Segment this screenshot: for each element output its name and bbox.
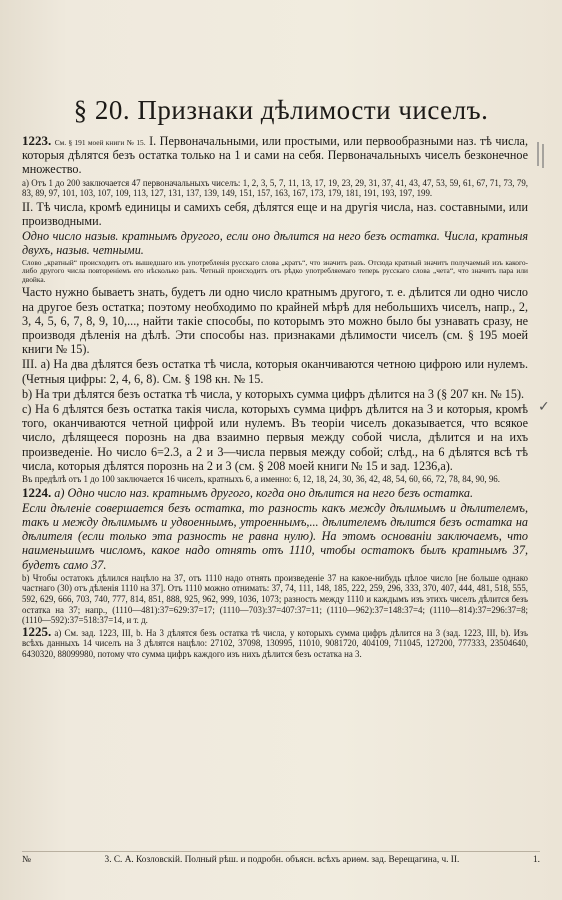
subtraction-list: b) Чтобы остатокъ дѣлился нацѣло на 37, отъ 1110 надо отнять произведеніе 37 на какое-нибудь цѣлое число [не больше однако частнаго (30) отъ дѣленія 1110 на 37]. Отъ 1110 можно отнимать: 37, 74, 111, 148, 185, 222, 259, 296, 333, 370, 407, 444, 481, 518, 555, 592, 629, 666, 703, 740, 777, 814, 851, 888, 925, 962, 999, 1036, 1073; разность между 1110 и каждымъ изъ этихъ чиселъ дѣлится безъ остатка на 37; напр., (1110—481):37=629:37=17; (1110—703):37=407:37=11; (1110—962):37=148:37=4; (1110—814):37=296:37=8; (1110—592):37=518:37=14, и т. д.: [22, 572, 528, 626]
paragraph-1225: [22, 623, 528, 660]
rule-divisible-by-3: b) На три дѣлятся безъ остатка тѣ числа, у которыхъ сумма цифръ дѣлится на 3 (§ 207 кн. № 15).: [22, 386, 525, 401]
difference-principle: Если дѣленіе совершается безъ остатка, то разность какъ между дѣлимымъ и дѣлителемъ, такъ и между дѣлимымъ и удвоеннымъ, утроеннымъ,... дѣлителемъ дѣлится безъ остатка на дѣлителя (если только эта разность не равна нулю). На этомъ основаніи заключаемъ, что наименьшимъ числомъ, какое надо отнять отъ 1110, чтобы остатокъ былъ кратнымъ 37, будетъ само 37.: [22, 500, 528, 572]
multiples-of-6: Въ предѣлѣ отъ 1 до 100 заключается 16 чиселъ, кратныхъ 6, а именно: 6, 12, 18, 24, 30, 36, 42, 48, 54, 60, 66, 72, 78, 84, 90, 96.: [22, 474, 500, 485]
multiple-definition: Одно число назыв. кратнымъ другого, если оно дѣлится на него безъ остатка. Числа, кратныя двухъ, назыв. четными.: [22, 229, 528, 258]
footer-page-number: 1.: [533, 855, 540, 865]
problem-number: 1224.: [22, 484, 52, 500]
prime-list: а) Отъ 1 до 200 заключается 47 первоначальныхъ чиселъ: 1, 2, 3, 5, 7, 11, 13, 17, 19, 23, 29, 31, 37, 41, 43, 47, 53, 59, 61, 67, 71, 73, 79, 83, 89, 97, 101, 103, 107, 109, 113, 127, 131, 137, 139, 149, 151, 157, 163, 167, 173, 179, 181, 191, 193, 197, 199.: [22, 177, 528, 199]
main-text: [22, 134, 528, 661]
footer-signature-mark: №: [22, 855, 31, 865]
definition-prime: I. Первоначальными, или простыми, или первообразными наз. тѣ числа, которыя дѣлятся безъ остатка только на 1 и сами на себя. Первоначальныхъ чиселъ безконечное множество.: [22, 134, 528, 177]
footnote-word-origin: Слово „кратный“ происходитъ отъ вышедшаго изъ употребленія русскаго слова „кратъ“, что значитъ разъ. Отсюда кратный значитъ получаемый изъ какого-либо другого числа повтореніемъ его нѣсколько разъ. Четный происходитъ отъ рѣдко употребляемаго теперь русскаго слова „чета“, что значитъ пара или двойка.: [22, 257, 528, 284]
rule-divisible-by-6: с) На 6 дѣлятся безъ остатка такія числа, которыхъ сумма цифръ дѣлится на 3 и которыя, кромѣ того, оканчиваются четной цифрой или нулемъ. Въ теоріи чиселъ доказывается, что всякое число, дѣлящееся порознь на два взаимно первыя между собой числа, дѣлится и на ихъ произведеніе. Но число 6=2.3, а 2 и 3—числа первыя между собой; слѣд., на 6 дѣлятся всѣ тѣ числа, которыя дѣлятся порознь на 2 и 3 (см. § 208 моей книги № 15 и зад. 1236,а).: [22, 402, 528, 473]
footer-source: 3. С. А. Козловскій. Полный рѣш. и подробн. объясн. всѣхъ ариѳм. зад. Верещагина, ч. II.: [104, 855, 460, 865]
page-footer: [22, 851, 540, 865]
margin-pencil-mark: [534, 140, 548, 170]
divisibility-intro: Часто нужно бываетъ знать, будетъ ли одно число кратнымъ другого, т. е. дѣлится ли одно число на другое безъ остатка; поэтому необходимо по крайней мѣрѣ для небольшихъ чиселъ, напр., 2, 3, 4, 5, 6, 7, 8, 9, 10,..., найти такіе способы, по которымъ это можно было бы узнавать сразу, не производя дѣленія на дѣлѣ. Эти способы наз. признаками дѣлимости чиселъ (см. § 195 моей книги № 15).: [22, 285, 528, 357]
divisible-by-3-answer: а) См. зад. 1223, III, b. На 3 дѣлятся безъ остатка тѣ числа, у которыхъ сумма цифръ дѣлится на 3 (зад. 1223, III, b). Изъ всѣхъ данныхъ 14 чиселъ на 3 дѣлятся нацѣло: 27102, 37098, 130995, 11010, 9081720, 404109, 711045, 127200, 777333, 23504640, 6430320, 88099980, потому что сумма цифръ каждого изъ нихъ дѣлится безъ остатка на 3.: [22, 627, 528, 659]
problem-number: 1223.: [22, 133, 52, 148]
check-mark-icon: ✓: [538, 399, 550, 415]
section-title: § 20. Признаки дѣлимости чиселъ.: [73, 95, 489, 125]
composite-definition: II. Тѣ числа, кромѣ единицы и самихъ себя, дѣлятся еще и на другія числа, наз. составными, или производными.: [22, 199, 528, 228]
multiple-statement: а) Одно число наз. кратнымъ другого, когда оно дѣлится на него безъ остатка.: [54, 485, 474, 500]
paragraph-1223-intro: [22, 134, 528, 177]
paragraph-1224-a: [22, 486, 528, 500]
rule-divisible-by-2: III. а) На два дѣлятся безъ остатка тѣ числа, которыя оканчиваются четною цифрою или нулемъ. (Четныя цифры: 2, 4, 6, 8). См. § 198 кн. № 15.: [22, 357, 528, 386]
problem-number: 1225.: [22, 623, 52, 639]
reference-note: См. § 191 моей книги № 15.: [54, 138, 146, 147]
